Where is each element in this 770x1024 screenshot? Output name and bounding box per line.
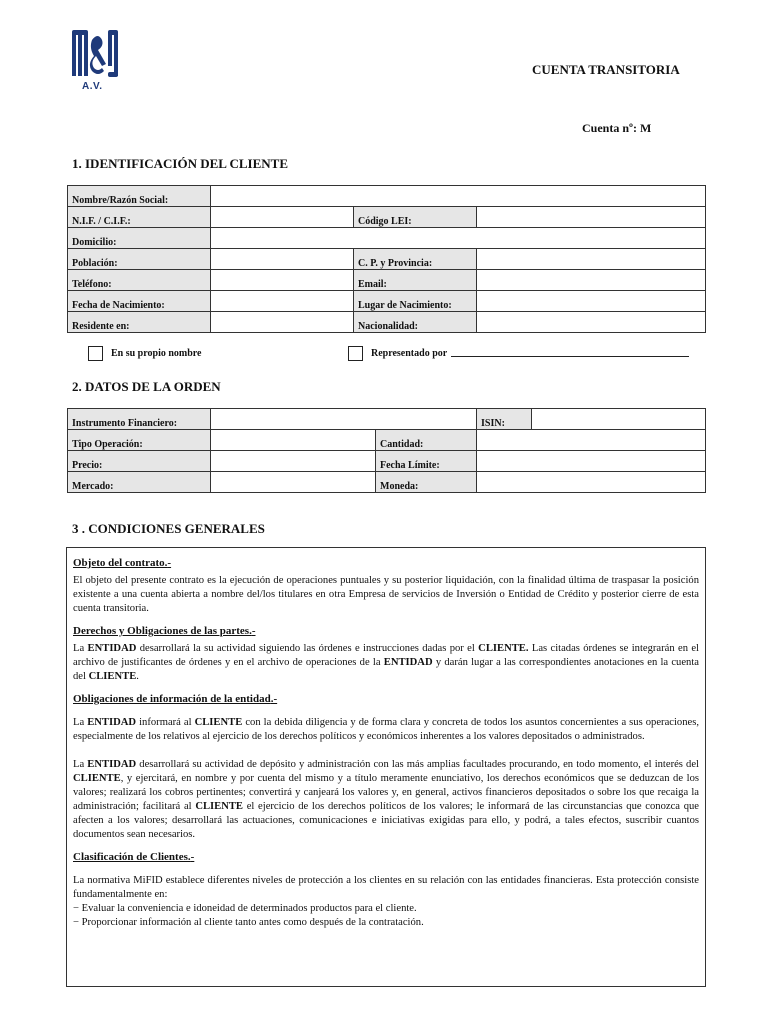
table-row [68,228,706,249]
table-row [68,249,706,270]
company-logo [70,26,122,94]
market-label: Mercado: [68,472,211,493]
lei-label: Código LEI: [354,207,477,228]
section-1-title: 1. IDENTIFICACIÓN DEL CLIENTE [72,156,288,171]
table-row [68,312,706,333]
birthplace-field[interactable] [477,291,706,312]
table-row [68,451,706,472]
address-field[interactable] [211,228,706,249]
price-label: Precio: [68,451,211,472]
birthdate-label: Fecha de Nacimiento: [68,291,211,312]
own-name-option[interactable] [88,346,202,361]
currency-label: Moneda: [376,472,477,493]
section-2-title: 2. DATOS DE LA ORDEN [72,379,221,394]
isin-field[interactable] [532,409,706,430]
operation-type-label: Tipo Operación: [68,430,211,451]
nif-field[interactable] [211,207,354,228]
instrument-field[interactable] [211,409,477,430]
table-row [68,409,706,430]
client-classification-heading: Clasificación de Clientes.- [73,851,195,863]
information-obligations-heading: Obligaciones de información de la entidad.- [73,693,278,705]
address-label: Domicilio: [68,228,211,249]
name-field[interactable] [211,186,706,207]
order-data-table [67,408,706,493]
lei-field[interactable] [477,207,706,228]
rights-obligations-text: La ENTIDAD desarrollará la su actividad siguiendo las órdenes e instrucciones dadas por el CLIENTE. Las citadas órdenes se integrarán en el archivo de justificantes de órdenes y en el archivo de operaciones de la ENTIDAD y darán lugar a las correspondientes anotaciones en la cuenta del CLIENTE. [73,643,699,682]
table-row [68,291,706,312]
document-title: CUENTA TRANSITORIA [532,62,680,77]
currency-field[interactable] [477,472,706,493]
representative-name-line[interactable] [451,356,689,357]
city-field[interactable] [211,249,354,270]
deadline-label: Fecha Límite: [376,451,477,472]
residence-label: Residente en: [68,312,211,333]
table-row [68,472,706,493]
email-field[interactable] [477,270,706,291]
table-row [68,186,706,207]
quantity-field[interactable] [477,430,706,451]
account-number-label: Cuenta nº: M [582,121,652,135]
section-3-title: 3 . CONDICIONES GENERALES [72,521,265,536]
operation-type-field[interactable] [211,430,376,451]
own-name-checkbox[interactable] [88,346,103,361]
deadline-field[interactable] [477,451,706,472]
email-label: Email: [354,270,477,291]
instrument-label: Instrumento Financiero: [68,409,211,430]
phone-field[interactable] [211,270,354,291]
name-label: Nombre/Razón Social: [68,186,211,207]
city-label: Población: [68,249,211,270]
postal-field[interactable] [477,249,706,270]
price-field[interactable] [211,451,376,472]
birthdate-field[interactable] [211,291,354,312]
birthplace-label: Lugar de Nacimiento: [354,291,477,312]
postal-label: C. P. y Provincia: [354,249,477,270]
list-item: − Proporcionar información al cliente tanto antes como después de la contratación. [73,917,424,928]
represented-option[interactable] [348,346,689,361]
general-conditions-box [66,547,706,987]
contract-object-heading: Objeto del contrato.- [73,557,172,569]
nif-label: N.I.F. / C.I.F.: [68,207,211,228]
deposit-administration-text: La ENTIDAD desarrollará su actividad de depósito y administración con las más amplias facultades procurando, en todo momento, el interés del CLIENTE, y ejercitará, en nombre y por cuenta del mismo y a título meramente enunciativo, los derechos económicos que se deduzcan de los valores; realizará los cobros pertinentes; convertirá y canjeará los valores y, en general, activos financieros depositados o sobre los que recaiga la administración; facilitará al CLIENTE el ejercicio de los derechos políticos de los valores; le informará de las circunstancias que conozca que afecten a los valores; desarrollará las actuaciones, comunicaciones e iniciativas exigidas para ello, y podrá, a tales efectos, suscribir cuantos documentos sean necesarios. [73,759,699,840]
represented-label: Representado por [371,347,448,359]
nationality-field[interactable] [477,312,706,333]
quantity-label: Cantidad: [376,430,477,451]
residence-field[interactable] [211,312,354,333]
isin-label: ISIN: [477,409,532,430]
logo-mark-icon [70,26,122,82]
client-classification-text: La normativa MiFID establece diferentes niveles de protección a los clientes en su relación con las entidades financieras. Esta protección consiste fundamentalmente en: [73,875,699,900]
own-name-label: En su propio nombre [111,347,202,359]
represented-checkbox[interactable] [348,346,363,361]
nationality-label: Nacionalidad: [354,312,477,333]
market-field[interactable] [211,472,376,493]
table-row [68,270,706,291]
contract-object-text: El objeto del presente contrato es la ejecución de operaciones puntuales y su posterior liquidación, con la finalidad última de traspasar la posición existente a una cuenta abierta a nombre del/los titulares en otra Empresa de servicios de Inversión o Entidad de Crédito y posterior cierre de esta cuenta transitoria. [73,575,699,614]
phone-label: Teléfono: [68,270,211,291]
list-item: − Evaluar la conveniencia e idoneidad de determinados productos para el cliente. [73,903,417,914]
client-identification-table [67,185,706,333]
table-row [68,430,706,451]
table-row [68,207,706,228]
information-obligations-text: La ENTIDAD informará al CLIENTE con la debida diligencia y de forma clara y concreta de todos los asuntos concernientes a sus operaciones, especialmente de los relativos al ejercicio de los derechos políticos y económicos inherentes a los valores depositados o administrados. [73,717,699,742]
logo-subtitle: A.V. [82,81,103,92]
rights-obligations-heading: Derechos y Obligaciones de las partes.- [73,625,256,637]
